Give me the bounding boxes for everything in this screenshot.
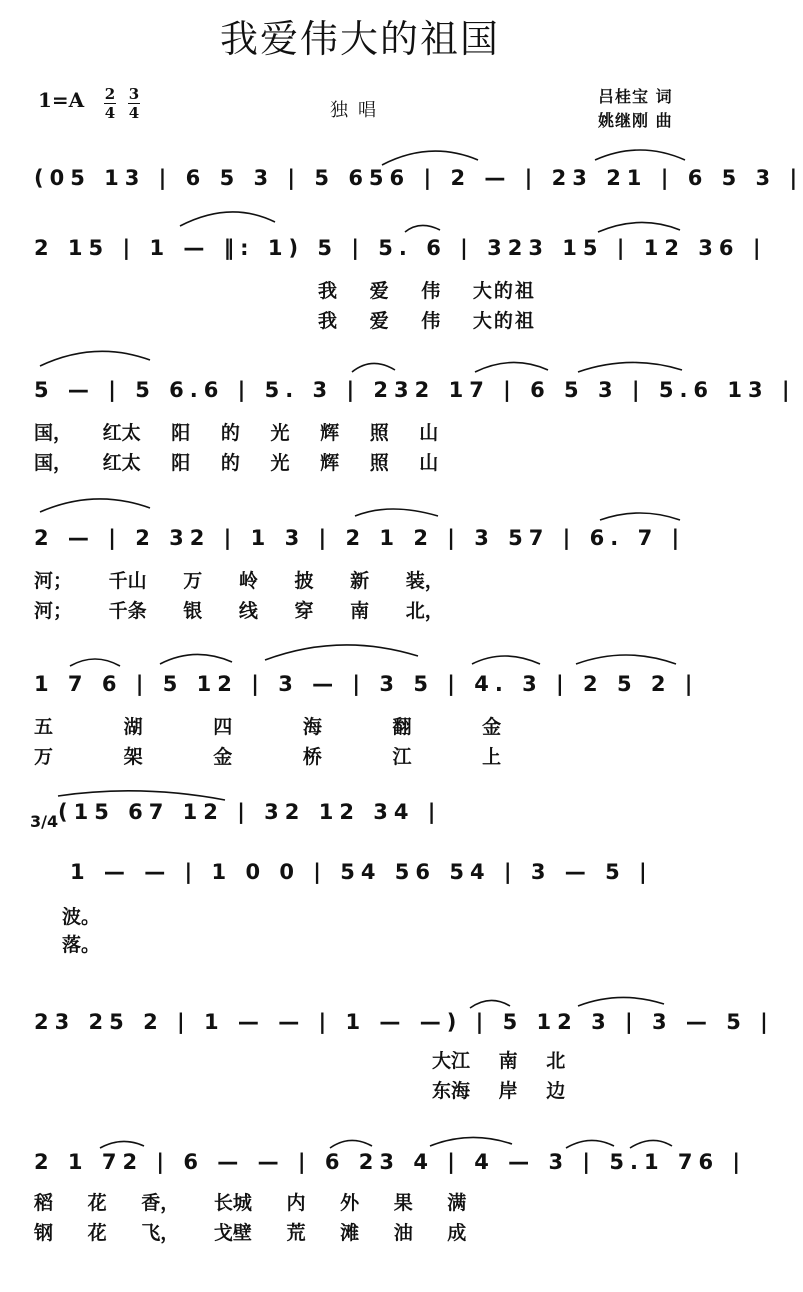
notation-line-8: 23 25 2 | 1 — — | 1 — —) | 5 12 3 | 3 — 5 |	[34, 1010, 774, 1034]
lyric-line-3-verse-2: 国， 红太 阳 的 光 辉 照 山	[34, 452, 439, 474]
slur-5	[598, 222, 680, 232]
notation-line-4: 2 — | 2 32 | 1 3 | 2 1 2 | 3 57 | 6. 7 |	[34, 526, 686, 550]
lyric-line-8-verse-1: 大江 南 北	[432, 1050, 566, 1072]
notation-line-5: 1 7 6 | 5 12 | 3 — | 3 5 | 4. 3 | 2 5 2 |	[34, 672, 699, 696]
slur-16	[472, 656, 540, 664]
lyric-line-4-verse-1: 河； 千山 万 岭 披 新 装，	[34, 570, 444, 592]
lyric-line-2-verse-1: 我 爱 伟 大的祖	[318, 280, 536, 302]
slur-3	[180, 212, 275, 226]
slur-19	[470, 1000, 510, 1008]
lyric-line-5-verse-2: 万 架 金 桥 江 上	[34, 746, 502, 768]
slur-17	[576, 655, 676, 664]
slur-11	[355, 509, 438, 516]
lyric-line-7-verse-1: 波。	[62, 906, 101, 928]
key-signature: 1=A	[38, 88, 85, 112]
slur-4	[405, 225, 440, 232]
performance-mode: 独唱	[330, 100, 386, 121]
notation-line-7: 1 — — | 1 0 0 | 54 56 54 | 3 — 5 |	[70, 860, 653, 884]
lyric-line-9-verse-2: 钢 花 飞， 戈壁 荒 滩 油 成	[34, 1222, 467, 1244]
meter-two-four: 2 4	[104, 85, 116, 122]
slur-18	[58, 791, 225, 800]
lyric-line-9-verse-1: 稻 花 香， 长城 内 外 果 满	[34, 1192, 467, 1214]
lyric-line-7-verse-2: 落。	[62, 934, 101, 956]
notation-line-1: (05 13 | 6 5 3 | 5 656 | 2 — | 23 21 | 6 5 3 |	[34, 166, 803, 190]
slur-6	[40, 351, 150, 366]
slur-24	[566, 1140, 614, 1148]
notation-line-3: 5 — | 5 6.6 | 5. 3 | 232 17 | 6 5 3 | 5.6 13 |	[34, 378, 796, 402]
slur-9	[578, 362, 682, 372]
meter-change: 3/4	[30, 812, 59, 831]
slur-25	[630, 1140, 672, 1148]
lyricist-credit: 吕桂宝 词	[598, 87, 673, 106]
slur-22	[330, 1140, 372, 1148]
slur-8	[475, 362, 548, 372]
song-title: 我爱伟大的祖国	[219, 17, 500, 61]
slur-23	[430, 1137, 512, 1146]
slur-14	[160, 654, 232, 664]
notation-line-6: (15 67 12 | 32 12 34 |	[58, 800, 442, 824]
lyric-line-4-verse-2: 河； 千条 银 线 穿 南 北，	[34, 600, 444, 622]
slur-21	[100, 1141, 144, 1148]
slur-7	[352, 363, 395, 372]
notation-line-2: 2 15 | 1 — ‖: 1) 5 | 5. 6 | 323 15 | 12 36 |	[34, 236, 767, 260]
lyric-line-8-verse-2: 东海 岸 边	[432, 1080, 566, 1102]
lyric-line-3-verse-1: 国， 红太 阳 的 光 辉 照 山	[34, 422, 439, 444]
meter-three-four: 3 4	[128, 85, 140, 122]
slur-20	[578, 997, 664, 1006]
notation-line-9: 2 1 72 | 6 — — | 6 23 4 | 4 — 3 | 5.1 76 |	[34, 1150, 747, 1174]
composer-credit: 姚继刚 曲	[598, 111, 673, 130]
slur-1	[382, 151, 478, 165]
slur-2	[595, 150, 685, 160]
slur-15	[265, 645, 418, 660]
slur-12	[600, 513, 680, 520]
slur-10	[40, 499, 150, 512]
slur-13	[70, 659, 120, 666]
lyric-line-2-verse-2: 我 爱 伟 大的祖	[318, 310, 536, 332]
lyric-line-5-verse-1: 五 湖 四 海 翻 金	[34, 716, 502, 738]
